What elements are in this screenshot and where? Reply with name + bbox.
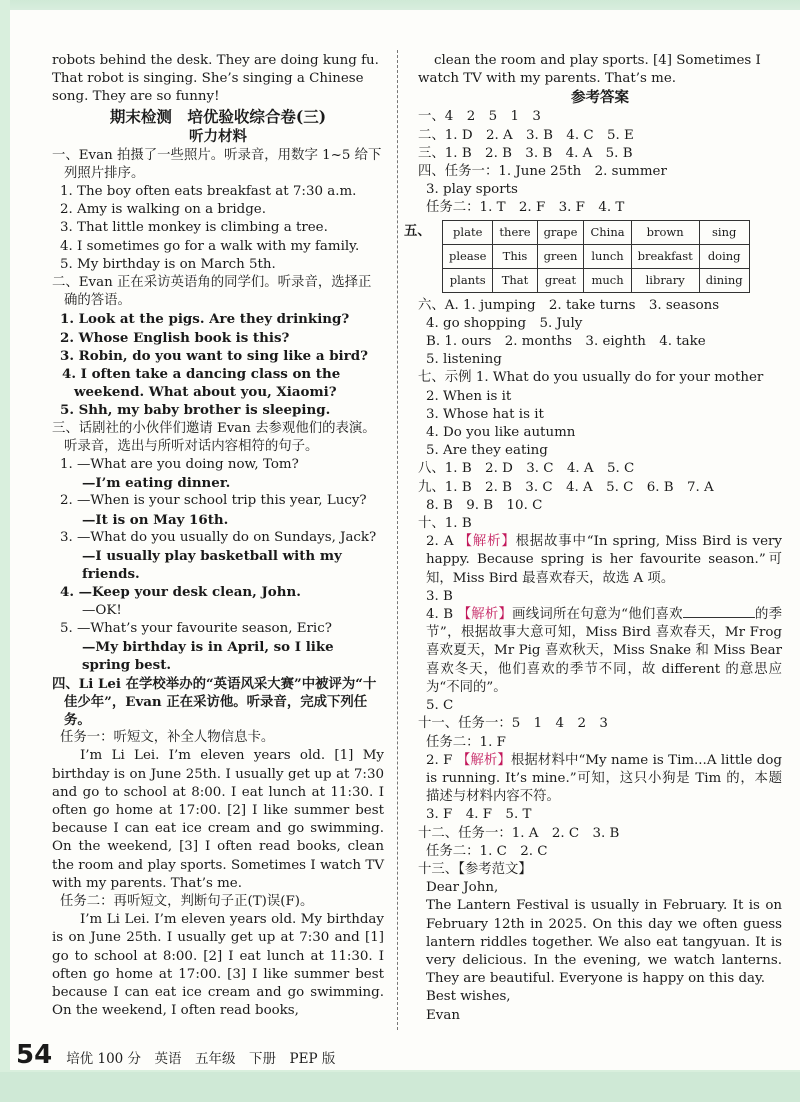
table-cell: brown [631,220,699,244]
passage-paragraph: I’m Li Lei. I’m eleven years old. My birthday is on June 25th. I usually get up at 7:30 and [1] go to school at 8:00. [2] I eat lunch at 11:30. I often go home at 17:00. [3] I like summer best because I can eat ice cream and go swimming. On the weekend, I often read books, [52,912,384,1019]
analysis-block [418,533,782,588]
answer-line: 一、4 2 5 1 3 [418,109,541,125]
table-cell: plate [443,220,493,244]
table-cell: there [493,220,537,244]
table-row [443,220,750,244]
table-cell: China [584,220,631,244]
analysis-tag: 【解析】 [456,752,511,768]
analysis-tag: 【解析】 [458,534,516,550]
answer-choice: 2. A [426,534,454,550]
text-line: robots behind the desk. They are doing kung fu. [52,53,379,68]
task-label: 任务一：听短文，补全人物信息卡。 [60,730,275,746]
table-row [443,268,750,292]
analysis-text: 根据材料中“My name is Tim...A little dog is running. It’s mine.”可知，这只小狗是 Tim 的，本题描述与材料内容不符。 [426,752,782,805]
answer-label: 五、 [404,222,431,239]
exam-title: 期末检测 培优验收综合卷(三) [109,106,327,126]
dialogue-line: 2. —When is your school trip this year, Lucy? [60,493,367,509]
table-cell: dining [699,268,749,292]
phonics-table [442,220,750,293]
column-divider [397,50,398,1030]
answer-line: 九、1. B 2. B 3. C 4. A 5. C 6. B 7. A [418,479,714,495]
listening-item: 2. Whose English book is this? [60,329,290,346]
answer-line: 3. Whose hat is it [426,406,544,422]
answer-line: 3. play sports [426,182,518,198]
table-cell: green [537,244,584,268]
table-cell: please [443,244,493,268]
essay-paragraph: The Lantern Festival is usually in February. It is on February 12th in 2025. On this day we often guess lantern riddles together. We also eat tangyuan. It is very delicious. In the evening, we watch lanterns. They are beautiful. Everyone is happy on this day. [426,898,782,987]
table-cell: That [493,268,537,292]
analysis-text: 根据故事中“In spring, Miss Bird is very happy. Because spring is her favourite season.”可知，Miss Bird 最喜欢春天，故选 A 项。 [426,534,782,586]
table-cell: great [537,268,584,292]
answer-line: 七、示例 1. What do you usually do for your mother [418,370,764,386]
table-cell: doing [699,244,749,268]
answer-line: 5. listening [426,352,502,368]
answer-line: 十二、任务一：1. A 2. C 3. B [418,825,620,841]
section-subtitle: 听力材料 [189,127,247,145]
essay-line: Evan [426,1007,460,1023]
answer-line: 2. When is it [426,388,512,404]
table-cell: breakfast [631,244,699,268]
analysis-text: 画线词所在句意为“他们喜欢 [512,607,683,623]
answer-line: 4. go shopping 5. July [426,315,583,331]
dialogue-line: —I usually play basketball with my friends. [82,548,342,583]
table-cell: sing [699,220,749,244]
section-heading-4: 四、Li Lei 在学校举办的“英语风采大赛”中被评为“十佳少年”，Evan 正在采访他。听录音，完成下列任务。 [52,675,377,728]
passage-continuation: clean the room and play sports. [4] Sometimes I watch TV with my parents. That’s me. [418,53,761,87]
page-footer [16,1040,335,1070]
footer-text: 培优 100 分 英语 五年级 下册 PEP 版 [66,1051,336,1067]
table-cell: plants [443,268,493,292]
table-row [443,244,750,268]
dialogue-line: —It is on May 16th. [82,511,229,528]
answer-line: 8. B 9. B 10. C [426,497,543,513]
answer-line: 任务二：1. T 2. F 3. F 4. T [426,200,625,216]
blank-line [683,617,755,618]
analysis-block [418,606,782,697]
answer-line: 5. Are they eating [426,443,548,459]
listening-item: 2. Amy is walking on a bridge. [60,202,266,218]
answer-choice: 2. F [426,752,453,768]
answer-line: 任务二：1. C 2. C [426,843,548,859]
answer-line: 3. B [426,588,453,604]
table-cell: much [584,268,631,292]
answer-line: 3. F 4. F 5. T [426,807,532,823]
table-cell: lunch [584,244,631,268]
answer-line: 十、1. B [418,516,472,532]
table-cell: grape [537,220,584,244]
answer-line: 任务二：1. F [426,734,506,750]
listening-item: 4. I sometimes go for a walk with my family. [60,238,360,254]
table-cell: library [631,268,699,292]
text-line: That robot is singing. She’s singing a Chinese [52,71,364,87]
dialogue-line: —My birthday is in April, so I like spring best. [82,639,334,674]
left-column [52,52,384,1020]
dialogue-line: 3. —What do you usually do on Sundays, Jack? [60,529,377,545]
answer-line: B. 1. ours 2. months 3. eighth 4. take [426,334,706,350]
passage-paragraph: I’m Li Lei. I’m eleven years old. [1] My birthday is on June 25th. I usually get up at 7:30 and go to school at 8:00. I eat lunch at 11:30. I often go home at 17:00. [2] I like summer best because I can eat ice cream and go swimming. On the weekend, [3] I often read books, clean the room and play sports. Sometimes I watch TV with my parents. That’s me. [52,748,384,891]
listening-item: 3. Robin, do you want to sing like a bird? [60,347,368,364]
dialogue-line: —I’m eating dinner. [82,475,231,492]
answer-line: 八、1. B 2. D 3. C 4. A 5. C [418,461,635,477]
dialogue-line: 4. —Keep your desk clean, John. [60,584,301,601]
bottom-decoration [0,1072,800,1102]
analysis-text: 的季节”，根据故事大意可知，Miss Bird 喜欢春天，Mr Frog 喜欢夏天，Mr Pig 喜欢秋天，Miss Snake 和 Miss Bear 喜欢冬天，他们喜欢的季节不同，故 different 的意思应为“不同的”。 [426,607,783,695]
text-line: song. They are so funny! [52,89,220,105]
section-heading-1: 一、Evan 拍摄了一些照片。听录音，用数字 1~5 给下列照片排序。 [52,147,382,181]
answer-line: 4. Do you like autumn [426,425,576,441]
answer-line: 四、任务一：1. June 25th 2. summer [418,164,667,180]
table-cell: This [493,244,537,268]
dialogue-line: 5. —What’s your favourite season, Eric? [60,620,332,636]
dialogue-line: 1. —What are you doing now, Tom? [60,457,299,473]
answer-line: 十三、【参考范文】 [418,861,532,877]
analysis-tag: 【解析】 [457,607,513,623]
answer-line: 十一、任务一：5 1 4 2 3 [418,716,608,732]
listening-item: 1. Look at the pigs. Are they drinking? [60,311,350,328]
task-label: 任务二：再听短文，判断句子正(T)误(F)。 [60,893,314,909]
listening-item: 5. Shh, my baby brother is sleeping. [60,402,331,419]
answers-title: 参考答案 [571,89,629,107]
listening-item: 4. I often take a dancing class on the weekend. What about you, Xiaomi? [62,366,341,401]
answer-line: 5. C [426,698,454,714]
page-number: 54 [16,1040,53,1070]
section-heading-3: 三、话剧社的小伙伴们邀请 Evan 去参观他们的表演。听录音，选出与所听对话内容相符的句子。 [52,420,376,454]
essay-line: Dear John, [426,880,499,896]
dialogue-line: —OK! [82,602,122,618]
section-heading-2: 二、Evan 正在采访英语角的同学们。听录音，选择正确的答语。 [52,275,372,309]
right-column [404,52,783,1025]
answer-line: 二、1. D 2. A 3. B 4. C 5. E [418,127,634,143]
answer-table-block [404,218,782,297]
listening-item: 5. My birthday is on March 5th. [60,256,276,272]
listening-item: 3. That little monkey is climbing a tree. [60,220,328,236]
answer-line: 六、A. 1. jumping 2. take turns 3. seasons [418,297,720,313]
analysis-block [418,752,782,807]
essay-line: Best wishes, [426,989,511,1005]
answer-line: 三、1. B 2. B 3. B 4. A 5. B [418,145,633,161]
listening-item: 1. The boy often eats breakfast at 7:30 a.m. [60,184,357,200]
answer-choice: 4. B [426,607,454,623]
